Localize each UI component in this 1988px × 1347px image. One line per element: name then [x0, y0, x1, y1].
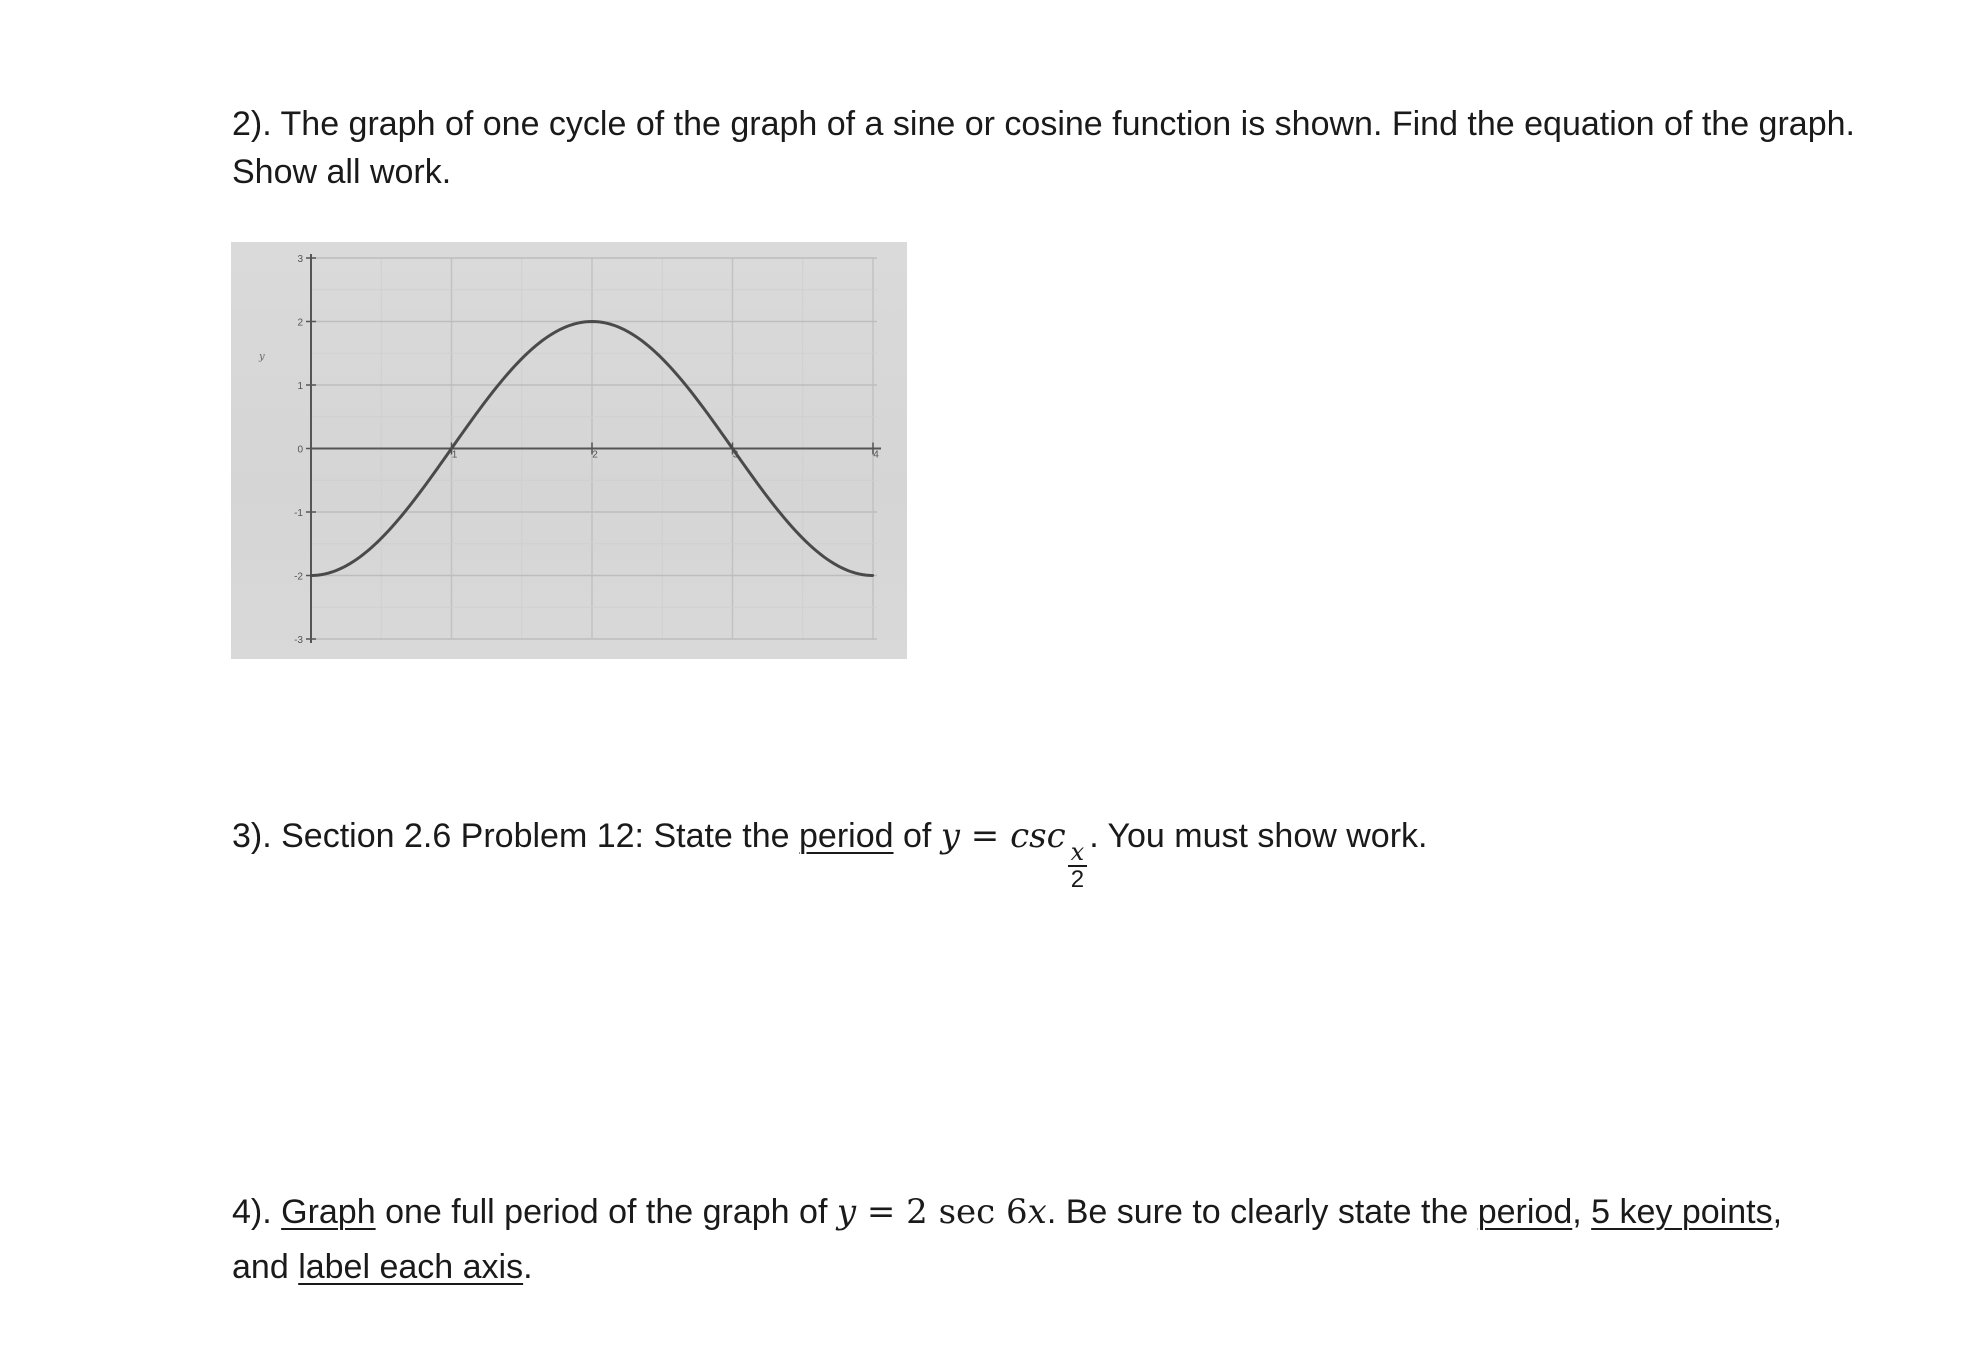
q3-prefix: 3). Section 2.6 Problem 12: State the — [232, 817, 799, 855]
q4-math-y: y — [836, 1192, 857, 1232]
question-2-text: 2). The graph of one cycle of the graph of a sine or cosine function is shown. Find the equation of the graph. Show all work. — [232, 105, 1855, 191]
q3-fraction — [1068, 840, 1088, 892]
y-tick-label: -3 — [294, 635, 303, 646]
q3-fraction-denominator: 2 — [1070, 866, 1085, 894]
data-point — [591, 320, 593, 322]
x-tick-label: 3 — [732, 449, 739, 461]
y-tick-label: -2 — [294, 571, 303, 583]
y-tick-label: -1 — [294, 508, 303, 519]
data-point — [661, 358, 663, 360]
q4-end-period: . — [523, 1248, 533, 1286]
data-point — [450, 447, 452, 449]
q4-mid-text: one full period of the graph of — [375, 1193, 837, 1231]
data-point — [731, 447, 733, 449]
q4-number: 4). — [232, 1193, 282, 1231]
q3-suffix: . You must show work. — [1089, 817, 1428, 855]
graph-svg — [231, 242, 907, 659]
q3-period-underlined: period — [799, 817, 894, 855]
y-tick-label: 1 — [297, 381, 303, 392]
y-tick-label: 2 — [297, 317, 303, 329]
q3-math-equals: = — [959, 816, 1011, 856]
x-tick-label: 4 — [873, 449, 879, 461]
question-4-text — [232, 1185, 1912, 1295]
q3-of: of — [893, 817, 941, 855]
q4-label-axis-underlined: label each axis — [298, 1248, 524, 1286]
data-point — [872, 574, 874, 576]
x-tick-label: 2 — [592, 449, 598, 461]
q4-math-x: x — [1027, 1192, 1047, 1232]
q4-period-underlined: period — [1477, 1193, 1573, 1231]
y-axis-label: y — [259, 351, 265, 363]
q3-math-csc: csc — [1010, 816, 1066, 856]
q4-graph-underlined: Graph — [281, 1193, 376, 1231]
q3-math-y: y — [940, 816, 960, 856]
data-point — [521, 358, 523, 360]
q4-mid-text-2: . Be sure to clearly state the — [1046, 1193, 1478, 1231]
question-3-text — [232, 812, 1427, 892]
q4-comma-2: , — [1772, 1193, 1783, 1231]
y-tick-label: 0 — [297, 444, 303, 456]
data-point — [310, 574, 312, 576]
q4-math-expression: = 2 sec 6 — [856, 1192, 1028, 1232]
y-tick-label: 3 — [297, 254, 303, 265]
data-point — [380, 537, 382, 539]
q4-comma: , — [1572, 1193, 1592, 1231]
function-graph — [231, 242, 907, 659]
q4-key-points-underlined: 5 key points — [1591, 1193, 1773, 1231]
x-tick-label: 1 — [451, 449, 458, 461]
q4-and: and — [232, 1248, 299, 1286]
data-point — [802, 537, 804, 539]
q3-fraction-numerator: x — [1068, 840, 1088, 867]
